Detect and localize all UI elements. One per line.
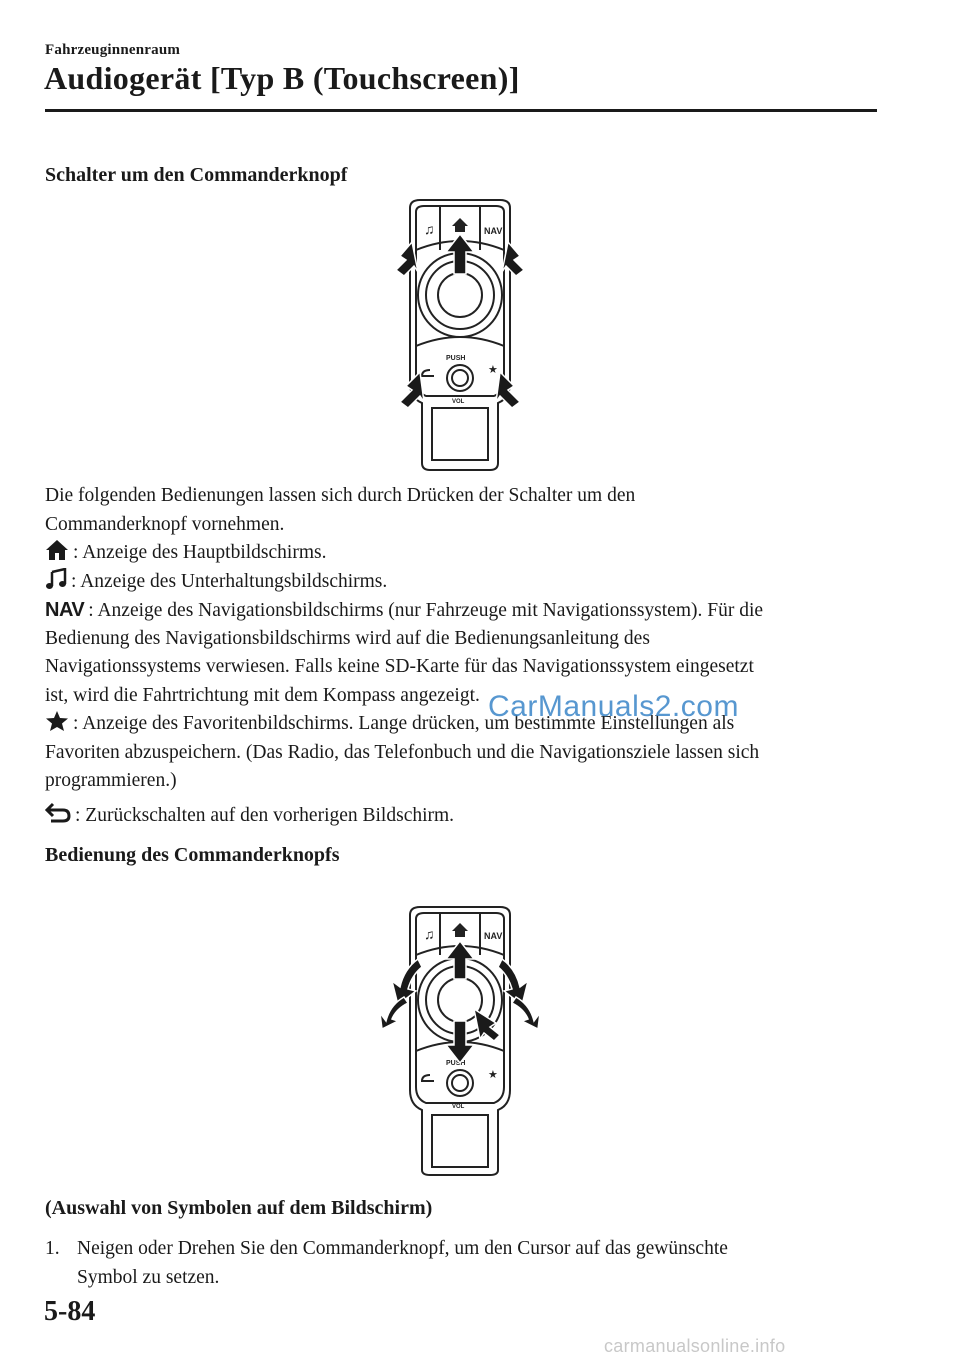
step-number: 1. [45, 1238, 60, 1259]
list-item-text: Bedienung des Navigationsbildschirms wird auf die Bedienungsanleitung des [45, 627, 650, 649]
list-item-text: : Zurückschalten auf den vorherigen Bildschirm. [75, 804, 455, 826]
list-item-music [45, 568, 763, 597]
svg-text:♫: ♫ [424, 221, 435, 237]
list-item-text: : Anzeige des Unterhaltungsbildschirms. [71, 570, 388, 592]
nav-icon: NAV [45, 599, 85, 621]
music-note-icon [45, 568, 67, 600]
push-label: PUSH [446, 355, 466, 362]
commander-switches-figure [390, 198, 530, 473]
svg-text:♫: ♫ [424, 926, 435, 942]
page-number: 5-84 [44, 1296, 96, 1327]
section-heading-operation: Bedienung des Commanderknopfs [45, 844, 340, 866]
list-item-text: : Anzeige des Favoritenbildschirms. Lange drücken, um bestimmte Einstellungen als [73, 713, 735, 734]
back-arrow-icon [45, 802, 71, 834]
svg-text:★: ★ [488, 1069, 498, 1081]
commander-knob-operation-figure [378, 905, 543, 1177]
list-item-text: Favoriten abzuspeichern. (Das Radio, das Telefonbuch und die Navigationsziele lassen sich [45, 741, 760, 763]
nav-label: NAV [484, 931, 503, 941]
switch-description-list [45, 539, 763, 830]
intro-paragraph [45, 482, 635, 539]
list-item-back [45, 802, 763, 831]
list-item-text: : Anzeige des Hauptbildschirms. [73, 542, 327, 563]
step-text [77, 1235, 728, 1292]
list-item-home [45, 539, 763, 568]
step-line: Symbol zu setzen. [77, 1266, 220, 1288]
list-item-text: programmieren.) [45, 770, 177, 791]
list-item-text: ist, wird die Fahrtrichtung mit dem Kompass angezeigt. [45, 684, 480, 706]
push-label: PUSH [446, 1060, 466, 1067]
section-label: Fahrzeuginnenraum [45, 42, 181, 58]
step-line: Neigen oder Drehen Sie den Commanderknopf, um den Cursor auf das gewünschte [77, 1238, 728, 1259]
vol-label: VOL [452, 399, 465, 405]
vol-label: VOL [452, 1104, 465, 1110]
intro-line: Commanderknopf vornehmen. [45, 513, 285, 535]
svg-text:★: ★ [488, 364, 498, 376]
footer-url: carmanualsonline.info [604, 1336, 786, 1356]
section-heading-switches: Schalter um den Commanderknopf [45, 164, 348, 186]
home-icon [45, 539, 69, 571]
list-item-text: Navigationssystems verwiesen. Falls keine SD-Karte für das Navigationssystem eingesetzt [45, 656, 754, 677]
watermark-text: CarManuals2.com [488, 690, 739, 723]
list-item-text: : Anzeige des Navigationsbildschirms (nur Fahrzeuge mit Navigationssystem). Für die [88, 600, 764, 621]
nav-label: NAV [484, 226, 503, 236]
page-title: Audiogerät [Typ B (Touchscreen)] [44, 60, 520, 96]
intro-line: Die folgenden Bedienungen lassen sich durch Drücken der Schalter um den [45, 485, 636, 506]
figure-caption: (Auswahl von Symbolen auf dem Bildschirm) [45, 1197, 433, 1219]
star-icon [45, 710, 69, 742]
title-divider [45, 109, 877, 112]
